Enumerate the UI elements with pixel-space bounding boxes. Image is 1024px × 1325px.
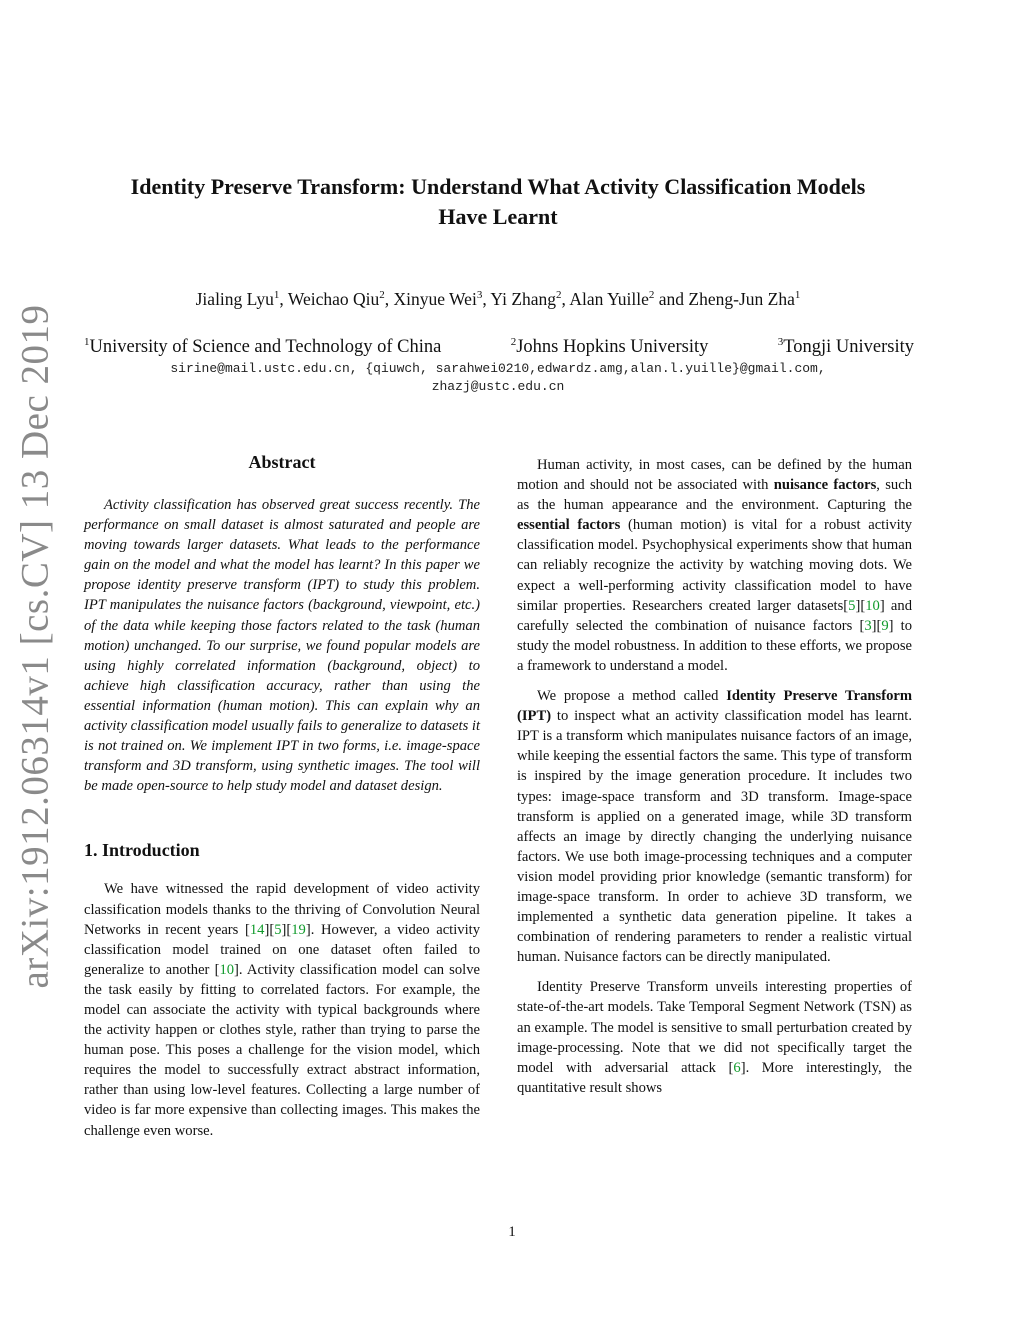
email-line-2: zhazj@ustc.edu.cn (431, 379, 565, 394)
right-column (517, 455, 912, 1098)
author-affiliation-mark: 1 (794, 289, 801, 301)
author-list: Jialing Lyu$^1$, Weichao Qiu$^2$, Xinyue Wei$^3$, Yi Zhang$^2$, Alan Yuille$^2$ and Zheng-Jun Zha$^1$ (195, 289, 801, 309)
intro-paragraph-4: Identity Preserve Transform unveils interesting properties of state-of-the-art models. Take Temporal Segment Network (TSN) as an example. The model is sensitive to small perturbation created by image-processing. Note that we did not specifically target the model with adversarial attack [6]. More interestingly, the quantitative result shows (517, 979, 912, 1096)
citation-link[interactable]: [19] (286, 921, 311, 938)
author-affiliation-mark: 1 (273, 289, 280, 301)
citation-link[interactable]: [10] (214, 961, 239, 978)
affiliation (778, 334, 914, 360)
abstract-text: Activity classification has observed great success recently. The performance on small dataset is almost saturated and people are moving towards larger datasets. What leads to the performance gain on the model and what the model has learnt? In this paper we propose identity preserve transform (IPT) to study this problem. IPT manipulates the nuisance factors (background, viewpoint, etc.) of the data while keeping those factors related to the task (human motion) unchanged. To our surprise, we found popular models are using highly correlated information (background, object) to achieve high classification accuracy, rather than using the essential information (human motion). This can explain why an activity classification model usually fails to generalize to datasets it is not trained on. We implement IPT in two forms, i.e. image-space transform and 3D transform, using synthetic images. The tool will be made open-source to help study model and dataset design. (84, 497, 481, 795)
author-name: Yi Zhang (490, 289, 557, 309)
affiliation-name: Tongji University (783, 337, 914, 357)
author (393, 289, 482, 309)
abstract-heading: Abstract (248, 452, 316, 472)
abstract-section (84, 452, 480, 796)
bold-term: essential factors (517, 517, 621, 534)
affiliation-mark: 2 (510, 336, 517, 348)
affiliation-list (84, 334, 914, 360)
author (490, 289, 561, 309)
intro-paragraph-2: Human activity, in most cases, can be defined by the human motion and should not be associated with nuisance factors, such as the human appearance and the environment. Capturing the essential factors (human motion) is vital for a robust activity classification model. Psychophysical experiments show that human can reliably recognize the activity by watching moving dots. We expect a well-performing activity classification model to have similar properties. Researchers created larger datasets[5][10] and carefully selected the combination of nuisance factors [3][9] to study the model robustness. In addition to these efforts, we propose a framework to understand a model. (517, 457, 913, 674)
affiliation (84, 334, 441, 360)
citation-link[interactable]: [6] (728, 1059, 746, 1076)
author (288, 289, 385, 309)
citation-link[interactable]: [14] (244, 921, 270, 938)
citation-link[interactable]: [5] (843, 597, 861, 614)
citation-link[interactable]: [9] (876, 617, 894, 634)
intro-paragraph-1: We have witnessed the rapid development of video activity classification models thanks to the thriving of Convolution Neural Networks in recent years [14][5][19]. However, a video activity classification model trained on one dataset often failed to generalize to another [10]. Activity classification model can solve the task easily by fitting to correlated factors. For example, the model can associate the activity with typical backgrounds where the activity happen or clothes style, rather than trying to parse the human pose. This poses a challenge for the vision model, which requires the model to successfully extract abstract information, rather than using low-level features. Collecting a large number of video is far more expensive than collecting images. This makes the challenge even worse. (84, 881, 480, 1139)
author-affiliation-mark: 2 (379, 289, 385, 301)
citation-link[interactable]: [10] (860, 597, 885, 614)
introduction-heading: 1. Introduction (84, 840, 200, 861)
paper-title-line-1: Identity Preserve Transform: Understand What Activity Classification Models (130, 174, 866, 199)
page-number: 1 (508, 1224, 516, 1240)
author (569, 289, 654, 309)
citation-link[interactable]: [3] (859, 617, 877, 634)
paper-title (80, 172, 916, 232)
author-affiliation-mark: 2 (648, 289, 655, 301)
intro-paragraph-3: We propose a method called Identity Preserve Transform (IPT) to inspect what an activity classification model has learnt. IPT is a transform which manipulates nuisance factors of an image, while keeping the essential factors the same. This type of transform is inspired by the image generation procedure. It includes two types: image-space transform and 3D transform. Image-space transform is applied on a generated image, while 3D transform affects an image by directly changing the underlying nuisance factors. We use both image-processing techniques and a computer vision model providing prior knowledge (semantic transform) for image-space transform. In order to achieve 3D transform, we implemented a synthetic data generation pipeline. It takes a combination of rendering parameters to render a realistic virtual human. Nuisance factors can be directly manipulated. (517, 688, 912, 966)
author-affiliation-mark: 3 (476, 289, 483, 301)
affiliation-name: Johns Hopkins University (516, 337, 709, 357)
affiliation-mark: 1 (84, 336, 90, 348)
citation-link[interactable]: [5] (269, 921, 287, 938)
paper-title-line-2: Have Learnt (438, 204, 558, 229)
arxiv-stamp (10, 303, 60, 989)
author-name: Jialing Lyu (195, 289, 274, 309)
author-name: Alan Yuille (569, 289, 649, 309)
author (196, 289, 280, 309)
affiliation-mark: 3 (777, 336, 784, 348)
affiliation (511, 334, 709, 360)
author (688, 289, 800, 309)
left-column (84, 452, 480, 1141)
affiliation-name: University of Science and Technology of China (89, 337, 442, 357)
bold-term: Identity Preserve Transform (IPT) (517, 688, 912, 725)
author-name: Xinyue Wei (393, 289, 477, 309)
email-line-1: sirine@mail.ustc.edu.cn, {qiuwch, sarahwei0210,edwardz.amg,alan.l.yuille}@gmail.com, (170, 361, 826, 376)
arxiv-stamp-text: arXiv:1912.06314v1 [cs.CV] 13 Dec 2019 (13, 303, 57, 989)
author-name: Weichao Qiu (287, 289, 380, 309)
author-affiliation-mark: 2 (556, 289, 562, 301)
bold-term: nuisance factors (773, 477, 877, 494)
author-name: Zheng-Jun Zha (688, 289, 795, 309)
